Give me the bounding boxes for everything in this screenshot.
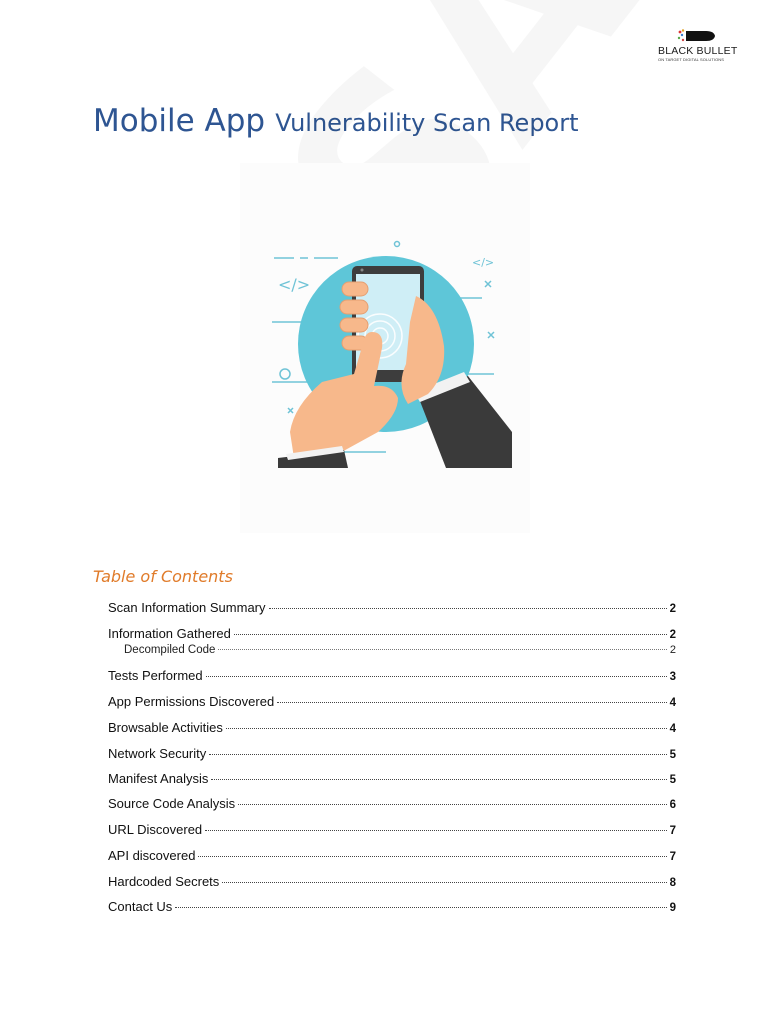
toc-entry-label: Information Gathered: [108, 626, 231, 641]
logo-tagline: ON TARGET DIGITAL SOLUTIONS: [658, 57, 725, 62]
toc-page-number: 7: [669, 825, 676, 837]
toc-page-number: 8: [669, 877, 676, 889]
toc-page-number: 3: [669, 671, 676, 683]
toc-leader-dots: [238, 804, 666, 805]
toc-leader-dots: [218, 649, 666, 650]
toc-entry-contact-us[interactable]: [108, 899, 676, 914]
toc-page-number: 2: [669, 603, 676, 615]
toc-leader-dots: [269, 608, 667, 609]
toc-entry-label: API discovered: [108, 848, 196, 863]
report-title: [93, 101, 579, 139]
toc-entry-hardcoded-secrets[interactable]: [108, 874, 676, 889]
toc-heading: Table of Contents: [93, 567, 233, 586]
toc-leader-dots: [222, 882, 666, 883]
toc-entry-decompiled-code[interactable]: [124, 644, 676, 656]
toc-leader-dots: [205, 830, 666, 831]
toc-entry-label: Network Security: [108, 746, 207, 761]
toc-leader-dots: [226, 728, 667, 729]
toc-entry-label: Hardcoded Secrets: [108, 874, 220, 889]
code-tag-large: </>: [278, 275, 311, 294]
toc-entry-label: URL Discovered: [108, 822, 203, 837]
toc-entry-api-discovered[interactable]: [108, 848, 676, 863]
toc-leader-dots: [206, 676, 667, 677]
toc-entry-browsable-activities[interactable]: [108, 720, 676, 735]
code-tag-small: </>: [472, 256, 495, 269]
toc-page-number: 4: [669, 723, 676, 735]
toc-leader-dots: [211, 779, 666, 780]
toc-entry-label: Browsable Activities: [108, 720, 223, 735]
logo-name: BLACK BULLET: [658, 45, 738, 57]
toc-leader-dots: [198, 856, 666, 857]
toc-page-number: 2: [669, 644, 676, 656]
toc-entry-app-permissions-discovered[interactable]: [108, 694, 676, 709]
toc-entry-label: Decompiled Code: [124, 644, 216, 656]
toc-entry-network-security[interactable]: [108, 746, 676, 761]
toc-page-number: 4: [669, 697, 676, 709]
toc-entry-label: Tests Performed: [108, 668, 203, 683]
toc-entry-label: Manifest Analysis: [108, 771, 209, 786]
toc-entry-label: Contact Us: [108, 899, 173, 914]
toc-leader-dots: [234, 634, 667, 635]
toc-entry-label: Scan Information Summary: [108, 600, 266, 615]
toc-page-number: 5: [669, 749, 676, 761]
company-logo: [650, 28, 742, 64]
title-part-1: Mobile App: [93, 103, 266, 139]
toc-page-number: 2: [669, 629, 676, 641]
title-part-2: Vulnerability Scan Report: [275, 109, 579, 137]
toc-leader-dots: [277, 702, 666, 703]
toc-entry-source-code-analysis[interactable]: [108, 796, 676, 811]
toc-entry-tests-performed[interactable]: [108, 668, 676, 683]
toc-page-number: 9: [669, 902, 676, 914]
toc-page-number: 7: [669, 851, 676, 863]
toc-page-number: 6: [669, 799, 676, 811]
toc-leader-dots: [209, 754, 666, 755]
toc-leader-dots: [175, 907, 666, 908]
toc-entry-url-discovered[interactable]: [108, 822, 676, 837]
toc-entry-scan-information-summary[interactable]: [108, 600, 676, 615]
toc-entry-label: App Permissions Discovered: [108, 694, 275, 709]
toc-entry-information-gathered[interactable]: [108, 626, 676, 641]
bullet-logo-icon: [676, 28, 716, 44]
toc-entry-label: Source Code Analysis: [108, 796, 236, 811]
toc-page-number: 5: [669, 774, 676, 786]
smartphone-tap-illustration: [268, 236, 518, 471]
toc-entry-manifest-analysis[interactable]: [108, 771, 676, 786]
